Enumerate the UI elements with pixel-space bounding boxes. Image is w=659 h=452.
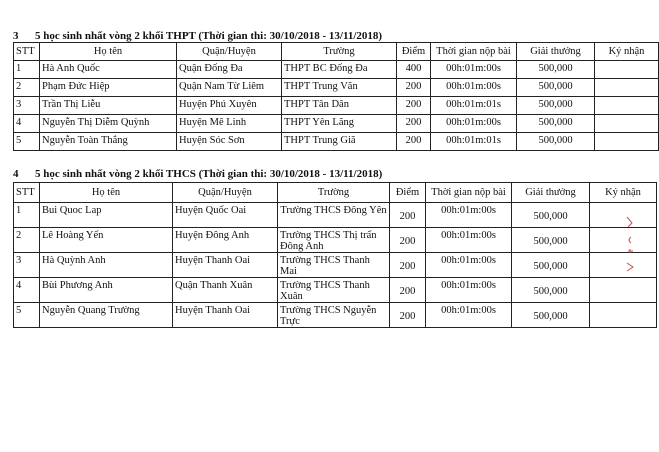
section-4-title bbox=[13, 168, 382, 180]
header-district: Quận/Huyện bbox=[177, 43, 282, 61]
section-3-heading: 5 học sinh nhất vòng 2 khối THPT (Thời gian thi: 30/10/2018 - 13/11/2018) bbox=[35, 30, 383, 42]
section-3-number: 3 bbox=[13, 30, 19, 42]
cell-stt: 5 bbox=[14, 133, 40, 151]
table-row bbox=[14, 115, 659, 133]
cell-district: Huyện Mê Linh bbox=[177, 115, 282, 133]
cell-stt: 3 bbox=[14, 97, 40, 115]
header-name: Họ tên bbox=[40, 183, 173, 203]
cell-time: 00h:01m:01s bbox=[431, 133, 517, 151]
table-row bbox=[14, 61, 659, 79]
cell-score: 200 bbox=[390, 253, 426, 278]
cell-school: THPT Trung Giã bbox=[282, 133, 397, 151]
cell-name: Nguyễn Thị Diễm Quỳnh bbox=[40, 115, 177, 133]
cell-sign bbox=[595, 133, 659, 151]
cell-school: Trường THCS Nguyễn Trực bbox=[278, 303, 390, 328]
table-row bbox=[14, 203, 657, 228]
cell-time: 00h:01m:01s bbox=[431, 97, 517, 115]
header-prize: Giải thưởng bbox=[517, 43, 595, 61]
cell-time: 00h:01m:00s bbox=[431, 61, 517, 79]
table-header-row bbox=[14, 43, 659, 61]
header-sign: Ký nhận bbox=[590, 183, 657, 203]
cell-time: 00h:01m:00s bbox=[426, 253, 512, 278]
header-stt: STT bbox=[14, 183, 40, 203]
cell-name: Phạm Đức Hiệp bbox=[40, 79, 177, 97]
table-row bbox=[14, 278, 657, 303]
cell-time: 00h:01m:00s bbox=[426, 228, 512, 253]
cell-score: 200 bbox=[390, 278, 426, 303]
cell-time: 00h:01m:00s bbox=[426, 303, 512, 328]
cell-name: Trần Thị Liễu bbox=[40, 97, 177, 115]
cell-score: 400 bbox=[397, 61, 431, 79]
cell-name: Nguyễn Quang Trường bbox=[40, 303, 173, 328]
cell-stt: 3 bbox=[14, 253, 40, 278]
cell-prize: 500,000 bbox=[512, 203, 590, 228]
cell-school: Trường THCS Đông Yên bbox=[278, 203, 390, 228]
cell-district: Huyện Phú Xuyên bbox=[177, 97, 282, 115]
cell-time: 00h:01m:00s bbox=[431, 115, 517, 133]
cell-time: 00h:01m:00s bbox=[426, 278, 512, 303]
cell-district: Huyện Thanh Oai bbox=[173, 303, 278, 328]
cell-stt: 4 bbox=[14, 115, 40, 133]
header-score: Điểm bbox=[397, 43, 431, 61]
cell-sign bbox=[590, 303, 657, 328]
cell-prize: 500,000 bbox=[517, 133, 595, 151]
handwritten-margin-mark bbox=[624, 215, 636, 275]
cell-stt: 5 bbox=[14, 303, 40, 328]
header-score: Điểm bbox=[390, 183, 426, 203]
header-name: Họ tên bbox=[40, 43, 177, 61]
cell-name: Bùi Phương Anh bbox=[40, 278, 173, 303]
cell-school: THPT Yên Lãng bbox=[282, 115, 397, 133]
table-row bbox=[14, 303, 657, 328]
cell-score: 200 bbox=[397, 133, 431, 151]
cell-sign bbox=[590, 278, 657, 303]
cell-score: 200 bbox=[390, 303, 426, 328]
cell-school: THPT BC Đống Đa bbox=[282, 61, 397, 79]
header-sign: Ký nhận bbox=[595, 43, 659, 61]
cell-prize: 500,000 bbox=[517, 115, 595, 133]
cell-stt: 4 bbox=[14, 278, 40, 303]
cell-prize: 500,000 bbox=[517, 97, 595, 115]
cell-score: 200 bbox=[390, 228, 426, 253]
cell-sign bbox=[595, 115, 659, 133]
cell-district: Quận Nam Từ Liêm bbox=[177, 79, 282, 97]
cell-district: Huyện Sóc Sơn bbox=[177, 133, 282, 151]
cell-district: Quận Thanh Xuân bbox=[173, 278, 278, 303]
section-4-number: 4 bbox=[13, 168, 19, 180]
cell-prize: 500,000 bbox=[512, 303, 590, 328]
cell-name: Lê Hoàng Yến bbox=[40, 228, 173, 253]
cell-school: Trường THCS Thị trấn Đông Anh bbox=[278, 228, 390, 253]
cell-sign bbox=[590, 203, 657, 228]
cell-name: Nguyễn Toàn Thắng bbox=[40, 133, 177, 151]
thpt-winners-table bbox=[13, 42, 659, 151]
header-time: Thời gian nộp bài bbox=[431, 43, 517, 61]
table-row bbox=[14, 253, 657, 278]
cell-sign bbox=[590, 253, 657, 278]
cell-prize: 500,000 bbox=[512, 228, 590, 253]
cell-school: THPT Trung Văn bbox=[282, 79, 397, 97]
cell-school: Trường THCS Thanh Mai bbox=[278, 253, 390, 278]
cell-district: Huyện Thanh Oai bbox=[173, 253, 278, 278]
table-header-row bbox=[14, 183, 657, 203]
cell-sign bbox=[590, 228, 657, 253]
cell-district: Huyện Đông Anh bbox=[173, 228, 278, 253]
cell-score: 200 bbox=[397, 79, 431, 97]
header-prize: Giải thưởng bbox=[512, 183, 590, 203]
table-row bbox=[14, 97, 659, 115]
header-district: Quận/Huyện bbox=[173, 183, 278, 203]
cell-district: Huyện Quốc Oai bbox=[173, 203, 278, 228]
header-school: Trường bbox=[278, 183, 390, 203]
cell-score: 200 bbox=[390, 203, 426, 228]
header-time: Thời gian nộp bài bbox=[426, 183, 512, 203]
table-row bbox=[14, 133, 659, 151]
cell-prize: 500,000 bbox=[512, 278, 590, 303]
cell-sign bbox=[595, 61, 659, 79]
cell-name: Bui Quoc Lap bbox=[40, 203, 173, 228]
cell-district: Quận Đống Đa bbox=[177, 61, 282, 79]
cell-score: 200 bbox=[397, 97, 431, 115]
cell-prize: 500,000 bbox=[512, 253, 590, 278]
cell-sign bbox=[595, 79, 659, 97]
cell-score: 200 bbox=[397, 115, 431, 133]
header-stt: STT bbox=[14, 43, 40, 61]
cell-time: 00h:01m:00s bbox=[426, 203, 512, 228]
cell-school: Trường THCS Thanh Xuân bbox=[278, 278, 390, 303]
table-row bbox=[14, 79, 659, 97]
cell-time: 00h:01m:00s bbox=[431, 79, 517, 97]
cell-name: Hà Quỳnh Anh bbox=[40, 253, 173, 278]
section-4-heading: 5 học sinh nhất vòng 2 khối THCS (Thời gian thi: 30/10/2018 - 13/11/2018) bbox=[35, 168, 383, 180]
cell-stt: 2 bbox=[14, 228, 40, 253]
cell-stt: 1 bbox=[14, 61, 40, 79]
cell-prize: 500,000 bbox=[517, 61, 595, 79]
section-3-title bbox=[13, 30, 382, 42]
cell-sign bbox=[595, 97, 659, 115]
cell-prize: 500,000 bbox=[517, 79, 595, 97]
cell-stt: 2 bbox=[14, 79, 40, 97]
thcs-winners-table bbox=[13, 182, 657, 328]
header-school: Trường bbox=[282, 43, 397, 61]
cell-name: Hà Anh Quốc bbox=[40, 61, 177, 79]
table-row bbox=[14, 228, 657, 253]
cell-school: THPT Tân Dân bbox=[282, 97, 397, 115]
cell-stt: 1 bbox=[14, 203, 40, 228]
